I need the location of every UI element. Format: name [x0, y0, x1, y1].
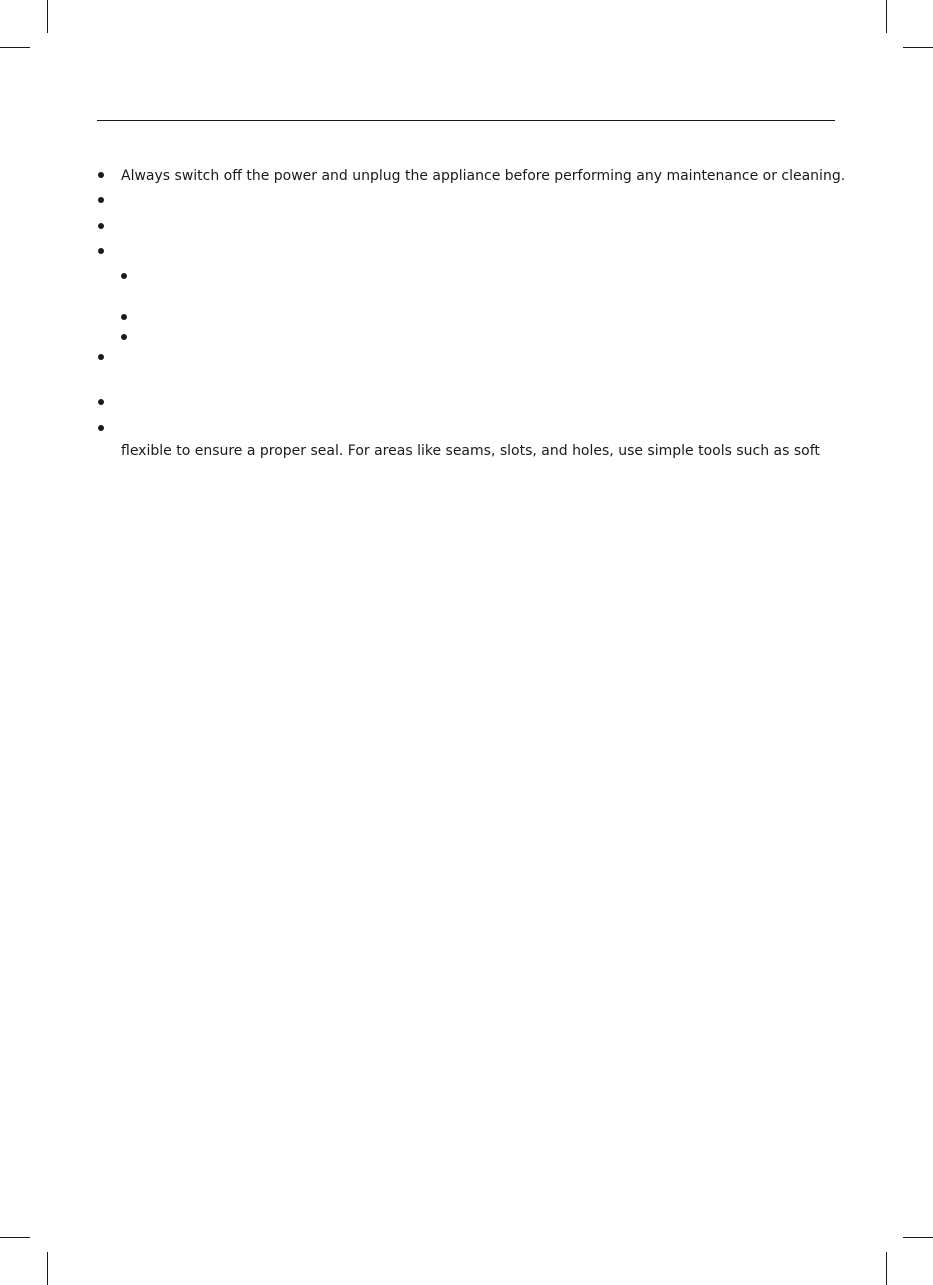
list-item-text: Always switch off the power and unplug the appliance before performing any maintenance or cleaning.	[121, 168, 846, 184]
bullet-dot	[98, 172, 104, 178]
bullet-dot	[98, 354, 104, 360]
sub-bullet-dot	[121, 334, 127, 340]
sub-bullet-dot	[121, 273, 127, 279]
sub-bullet-dot	[121, 314, 127, 320]
bullet-dot	[98, 223, 104, 229]
bullet-dot	[98, 197, 104, 203]
list-item-continuation-text: flexible to ensure a proper seal. For areas like seams, slots, and holes, use simple tools such as soft	[121, 443, 820, 459]
bullet-dot	[98, 399, 104, 405]
bullet-dot	[98, 425, 104, 431]
bullet-dot	[98, 248, 104, 254]
